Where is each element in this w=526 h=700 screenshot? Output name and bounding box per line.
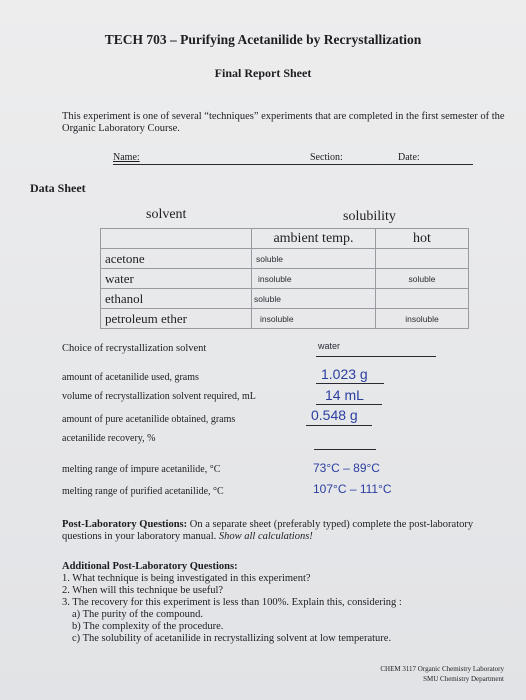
additional-questions-heading: Additional Post-Laboratory Questions: [62, 561, 238, 572]
recovery-underline[interactable] [314, 449, 376, 450]
ambient-cell[interactable]: soluble [252, 249, 376, 269]
choice-label: Choice of recrystallization solvent [62, 343, 207, 354]
recovery-label: acetanilide recovery, % [62, 433, 156, 444]
ambient-header: ambient temp. [252, 229, 376, 249]
post-lab-text: On a separate sheet (preferably typed) complete the post-laboratory questions in your laboratory manual. [62, 519, 474, 542]
ambient-cell[interactable]: insoluble [252, 309, 376, 329]
footer-course: CHEM 3117 Organic Chemistry Laboratory [380, 665, 504, 673]
solubility-header: solubility [343, 209, 396, 224]
page-subtitle: Final Report Sheet [214, 66, 312, 80]
acetanilide-used-label: amount of acetanilide used, grams [62, 372, 199, 383]
ambient-cell[interactable]: soluble [252, 289, 376, 309]
section-label: Section: [310, 152, 343, 163]
solvent-cell: acetone [101, 249, 252, 269]
hot-cell[interactable] [376, 289, 469, 309]
pure-obtained-underline [306, 425, 372, 426]
footer-department: SMU Chemistry Department [423, 675, 504, 683]
mp-purified-label: melting range of purified acetanilide, °C [62, 486, 224, 497]
table-row [101, 309, 469, 329]
page-title: TECH 703 – Purifying Acetanilide by Recrystallization [104, 32, 422, 47]
name-label: Name: [113, 152, 140, 163]
table-row [101, 249, 469, 269]
question-3b: b) The complexity of the procedure. [72, 621, 224, 632]
ambient-cell[interactable]: insoluble [252, 269, 376, 289]
date-label: Date: [398, 152, 420, 163]
hot-cell[interactable] [376, 249, 469, 269]
mp-impure-value[interactable]: 73°C – 89°C [313, 461, 380, 475]
table-header-blank [101, 229, 252, 249]
post-lab-italic: Show all calculations! [218, 531, 313, 542]
solvent-required-value[interactable]: 14 mL [325, 387, 364, 403]
question-1: 1. What technique is being investigated in this experiment? [62, 573, 311, 584]
table-row [101, 289, 469, 309]
mp-purified-value[interactable]: 107°C – 111°C [313, 482, 392, 496]
pure-obtained-value[interactable]: 0.548 g [311, 407, 358, 423]
hot-cell[interactable]: soluble [376, 269, 469, 289]
choice-underline [316, 356, 436, 357]
data-sheet-heading: Data Sheet [30, 181, 86, 195]
solvent-required-underline [316, 404, 382, 405]
pure-obtained-label: amount of pure acetanilide obtained, grams [62, 414, 236, 425]
solvent-header: solvent [146, 207, 187, 222]
table-header-row [101, 229, 469, 249]
post-lab-heading: Post-Laboratory Questions: [62, 519, 188, 530]
hot-cell[interactable]: insoluble [376, 309, 469, 329]
question-3a: a) The purity of the compound. [72, 609, 204, 620]
question-2: 2. When will this technique be useful? [62, 585, 224, 596]
name-section-date-line [113, 164, 473, 165]
acetanilide-used-underline [316, 383, 384, 384]
solubility-table [100, 228, 469, 329]
question-3: 3. The recovery for this experiment is less than 100%. Explain this, considering : [62, 597, 402, 608]
hot-header: hot [376, 229, 469, 249]
mp-impure-label: melting range of impure acetanilide, °C [62, 464, 221, 475]
intro-paragraph: This experiment is one of several “techniques” experiments that are completed in the first semester of the Organic Laboratory Course. [62, 111, 505, 134]
solvent-cell: petroleum ether [101, 309, 252, 329]
table-row [101, 269, 469, 289]
solvent-cell: ethanol [101, 289, 252, 309]
acetanilide-used-value[interactable]: 1.023 g [321, 366, 368, 382]
post-lab-paragraph [62, 519, 502, 543]
solvent-required-label: volume of recrystallization solvent required, mL [62, 391, 256, 402]
choice-value[interactable]: water [318, 341, 341, 351]
question-3c: c) The solubility of acetanilide in recrystallizing solvent at low temperature. [72, 633, 392, 644]
solvent-cell: water [101, 269, 252, 289]
